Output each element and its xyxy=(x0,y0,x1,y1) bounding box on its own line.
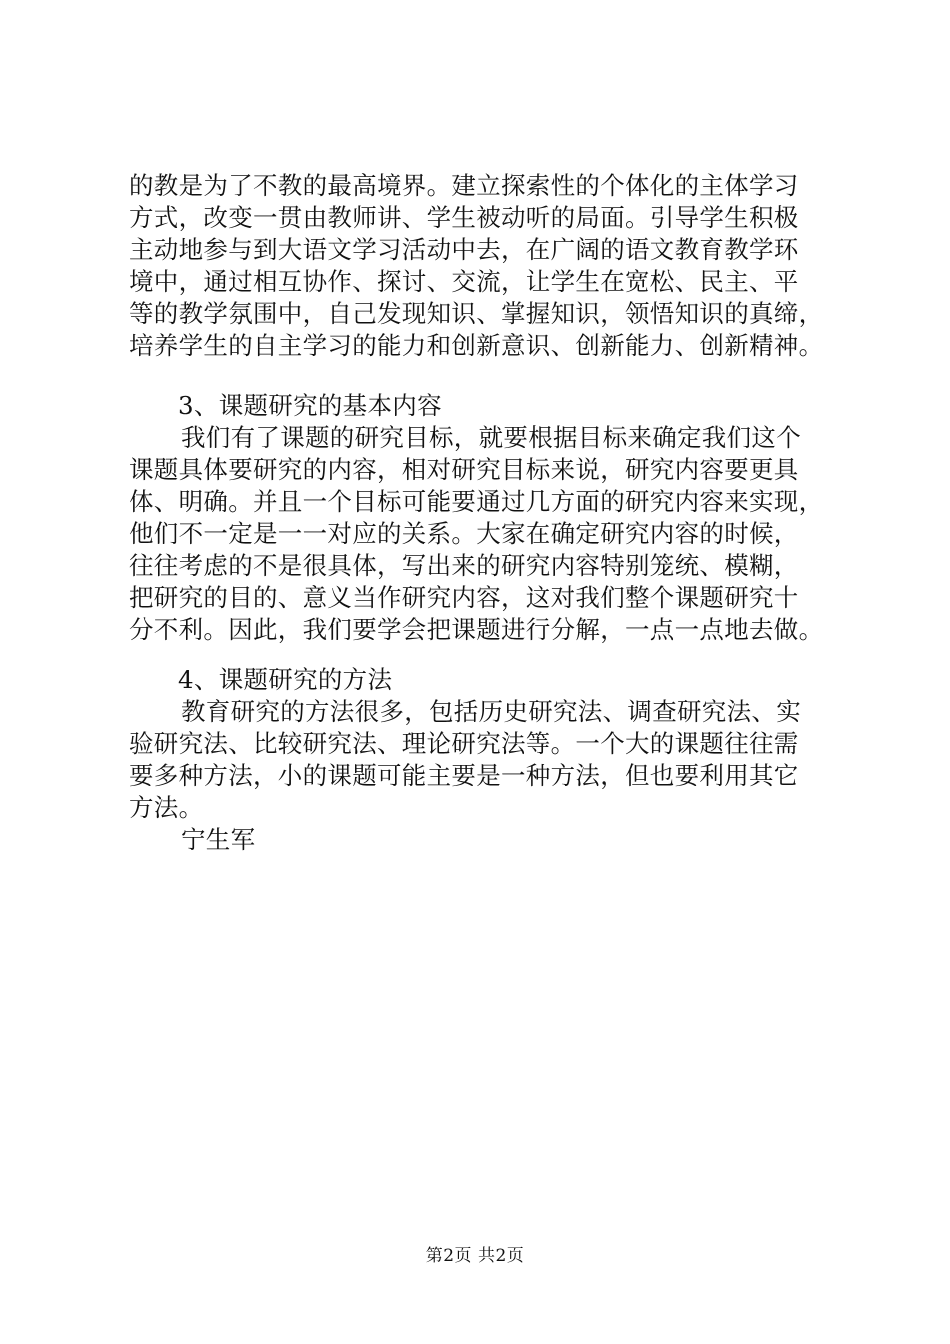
text-line: 等的教学氛围中，自己发现知识、掌握知识，领悟知识的真缔， xyxy=(129,299,824,328)
text-line: 的教是为了不教的最高境界。建立探索性的个体化的主体学习 xyxy=(129,171,799,200)
text-line: 方式，改变一贯由教师讲、学生被动听的局面。引导学生积极 xyxy=(129,203,799,232)
text-line: 验研究法、比较研究法、理论研究法等。一个大的课题往往需 xyxy=(129,729,799,758)
text-line: 我们有了课题的研究目标，就要根据目标来确定我们这个 xyxy=(181,423,801,452)
author-name: 宁生军 xyxy=(181,825,256,854)
section-heading: 4、课题研究的方法 xyxy=(178,665,393,694)
text-line: 主动地参与到大语文学习活动中去，在广阔的语文教育教学环 xyxy=(129,235,799,264)
text-line: 方法。 xyxy=(129,793,204,822)
text-line: 分不利。因此，我们要学会把课题进行分解，一点一点地去做。 xyxy=(129,615,824,644)
text-line: 把研究的目的、意义当作研究内容，这对我们整个课题研究十 xyxy=(129,583,799,612)
text-line: 境中，通过相互协作、探讨、交流，让学生在宽松、民主、平 xyxy=(129,267,799,296)
text-line: 教育研究的方法很多，包括历史研究法、调查研究法、实 xyxy=(181,697,801,726)
text-line: 体、明确。并且一个目标可能要通过几方面的研究内容来实现， xyxy=(129,487,824,516)
page-number-footer: 第2页 共2页 xyxy=(425,1246,525,1266)
text-line: 培养学生的自主学习的能力和创新意识、创新能力、创新精神。 xyxy=(129,331,824,360)
text-line: 往往考虑的不是很具体，写出来的研究内容特别笼统、模糊， xyxy=(129,551,799,580)
section-heading: 3、课题研究的基本内容 xyxy=(178,391,442,420)
text-line: 要多种方法，小的课题可能主要是一种方法，但也要利用其它 xyxy=(129,761,799,790)
text-line: 他们不一定是一一对应的关系。大家在确定研究内容的时候， xyxy=(129,519,799,548)
text-line: 课题具体要研究的内容，相对研究目标来说，研究内容要更具 xyxy=(129,455,799,484)
